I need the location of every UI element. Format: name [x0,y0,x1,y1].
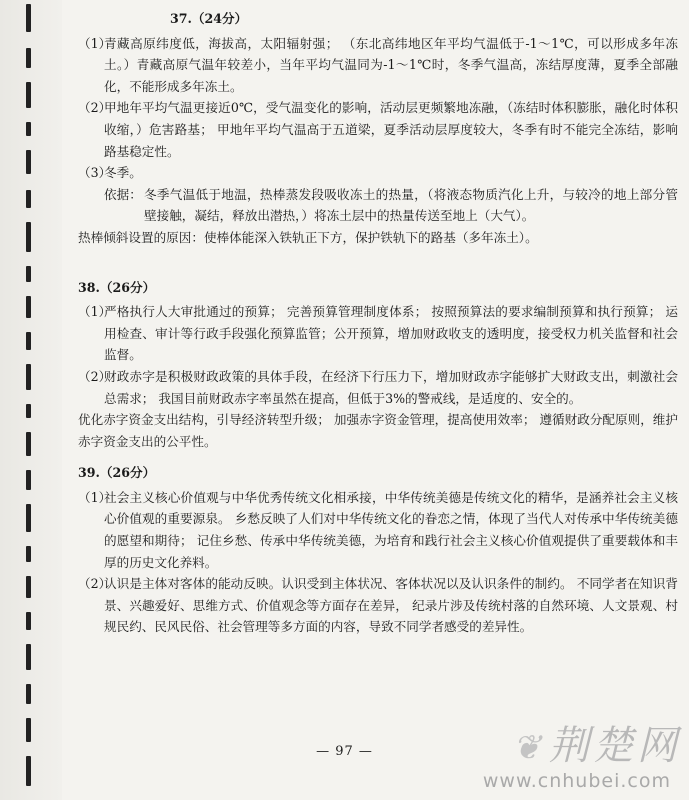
q38-extra: 优化赤字资金支出结构，引导经济转型升级； 加强赤字资金管理，提高使用效率； 遵循财政分配原则，维护赤字资金支出的公平性。 [78,412,678,449]
q37-item-3 [78,162,678,184]
q37-item-1 [78,33,678,98]
q39-item-2-text: 认识是主体对客体的能动反映。认识受到主体状况、客体状况以及认识条件的制约。 不同学者在知识背景、兴趣爱好、思维方式、价值观念等方面存在差异， 纪录片涉及传统村落的自然环境、人文景观、村规民约、民风民俗、社会管理等多方面的内容，导致不同学者感受的差异性。 [104,576,678,635]
q38-item-1 [78,301,678,366]
q39-item-1 [78,487,678,573]
watermark-logo-text: 荆楚网 [549,723,681,769]
watermark-logo [513,714,682,771]
q38-item-1-text: 严格执行人大审批通过的预算； 完善预算管理制度体系； 按照预算法的要求编制预算和执行预算； 运用检查、审计等行政手段强化预算监管；公开预算，增加财政收支的透明度，接受权力机关监督和社会监督。 [104,304,678,363]
q39-item-1-text: 社会主义核心价值观与中华优秀传统文化相承接，中华传统美德是传统文化的精华，是涵养社会主义核心价值观的重要源泉。 乡愁反映了人们对中华传统文化的眷恋之情，体现了当代人对传承中华传统美德的愿望和期待； 记住乡愁、传承中华传统美德，为培育和践行社会主义核心价值观提供了重要载体和丰厚的历史文化养料。 [104,489,678,570]
q38-item-2 [78,366,678,409]
q37-item-2-num: （2） [78,100,112,116]
q37-tilt-reason: 热棒倾斜设置的原因：使棒体能深入铁轨正下方，保护铁轨下的路基（多年冻土）。 [78,229,538,245]
binding-margin [0,0,62,800]
q37-title: 37.（24分） [170,11,248,26]
q38-item-2-num: （2） [78,368,112,384]
q39-item-1-num: （1） [78,489,112,505]
q38-item-1-num: （1） [78,304,112,320]
q38-title: 38.（26分） [78,279,156,295]
q39-item-2 [78,573,678,638]
q37-item-2-text: 甲地年平均气温更接近0℃，受气温变化的影响，活动层更频繁地冻融，（冻结时体积膨胀，融化时体积收缩，）危害路基； 甲地年平均气温高于五道梁，夏季活动层厚度较大，冬季有时不能完全冻结，影响路基稳定性。 [104,100,678,159]
q37-item-2 [78,97,678,162]
question-37 [78,8,678,249]
question-38 [78,277,678,453]
q39-title: 39.（26分） [78,465,156,481]
answer-page [78,8,678,638]
question-39 [78,462,678,638]
watermark-url: www.cnhubei.com [482,770,671,792]
q37-item-1-text: 青藏高原纬度低，海拔高，太阳辐射强； （东北高纬地区年平均气温低于-1～1℃，可以形成多年冻土。）青藏高原气温年较差小，当年平均气温同为-1～1℃时，冬季气温高，冻结厚度薄，夏季全部融化，不能形成多年冻土。 [104,35,678,94]
watermark-bird-icon: ❦ [512,728,545,768]
q37-basis-text: 冬季气温低于地温，热棒蒸发段吸收冻土的热量，（将液态物质汽化上升，与较冷的地上部分管壁接触，凝结，释放出潜热，）将冻土层中的热量传送至地上（大气）。 [144,186,678,224]
q37-item-1-num: （1） [78,35,112,51]
q37-item-3-text: 冬季。 [104,165,142,181]
q38-item-2-text: 财政赤字是积极财政政策的具体手段，在经济下行压力下，增加财政赤字能够扩大财政支出，刺激社会总需求； 我国目前财政赤字率虽然在提高，但低于3%的警戒线，是适度的、安全的。 [104,368,678,406]
q37-basis [104,184,678,227]
q39-item-2-num: （2） [78,576,112,592]
q37-item-3-num: （3） [78,165,112,181]
q37-basis-label: 依据： [104,186,142,202]
page-number: — 97 — [316,744,373,759]
